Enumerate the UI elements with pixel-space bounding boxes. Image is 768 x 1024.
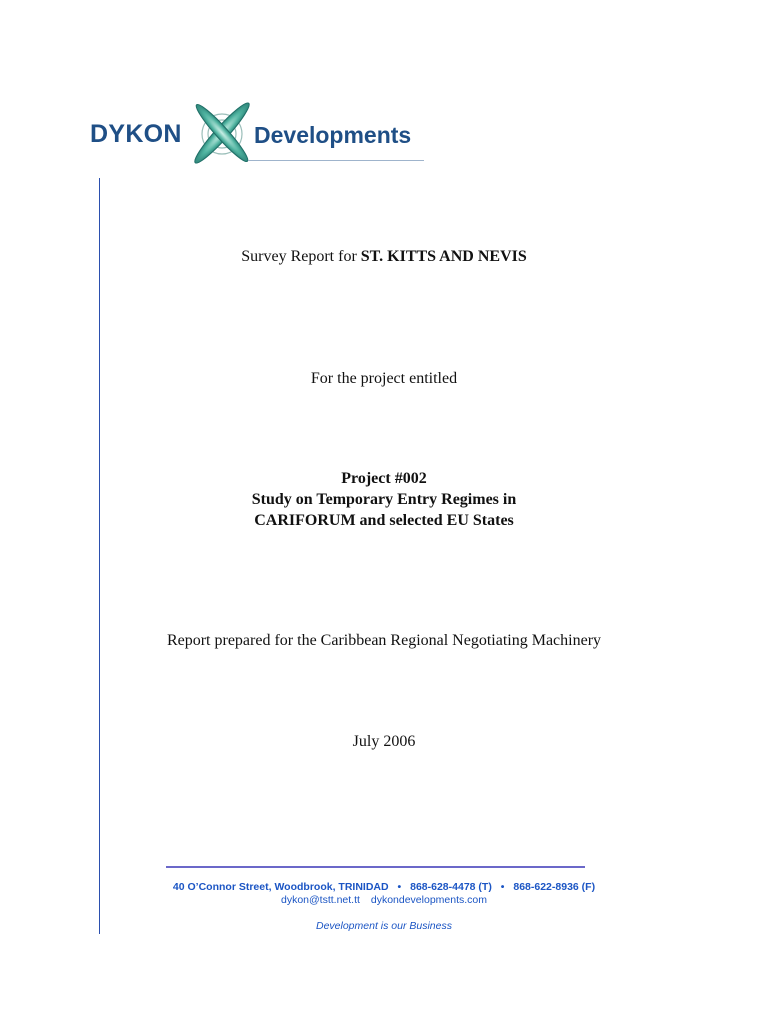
footer-address: 40 O’Connor Street, Woodbrook, TRINIDAD xyxy=(172,881,389,893)
logo-text-developments: Developments xyxy=(254,122,412,148)
footer-address-line xyxy=(0,881,768,893)
report-date: July 2006 xyxy=(352,733,416,750)
footer-separator: • xyxy=(397,881,402,893)
footer-tagline: Development is our Business xyxy=(316,920,452,932)
prepared-for: Report prepared for the Caribbean Regional Negotiating Machinery xyxy=(166,632,602,649)
logo-underline xyxy=(248,160,424,161)
project-entitled-label: For the project entitled xyxy=(310,370,458,387)
footer-website[interactable]: dykondevelopments.com xyxy=(370,894,488,906)
margin-rule xyxy=(99,178,100,934)
report-title xyxy=(0,246,768,267)
footer-email[interactable]: dykon@tstt.net.tt xyxy=(280,894,360,906)
footer-phone: 868-628-4478 (T) xyxy=(410,881,492,893)
project-title-block xyxy=(0,468,768,531)
logo-text-dykon: DYKON xyxy=(90,120,182,148)
report-title-prefix: Survey Report for xyxy=(241,248,357,265)
footer-separator: • xyxy=(500,881,505,893)
project-title-line1: Study on Temporary Entry Regimes in xyxy=(251,491,517,508)
footer-rule xyxy=(166,866,585,868)
project-title-line2: CARIFORUM and selected EU States xyxy=(254,512,514,529)
company-logo xyxy=(88,92,433,172)
project-number: Project #002 xyxy=(341,470,427,487)
footer-contact-line xyxy=(0,894,768,906)
report-country: ST. KITTS AND NEVIS xyxy=(360,248,527,265)
footer-fax: 868-622-8936 (F) xyxy=(513,881,596,893)
